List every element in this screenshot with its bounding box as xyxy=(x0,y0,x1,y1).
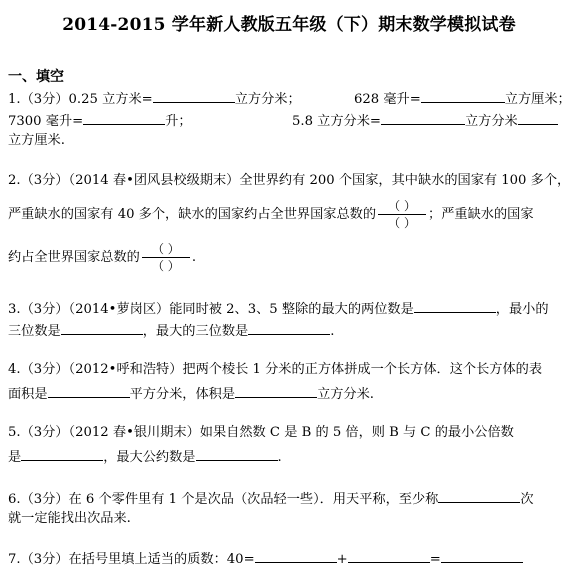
q3-blank-2[interactable] xyxy=(61,320,143,335)
q1-unit: 立方厘米； xyxy=(504,92,571,107)
q6-line-1 xyxy=(8,488,534,509)
q1-text: 7300 毫升= xyxy=(8,114,84,129)
q1-text: 5.8 立方分米= xyxy=(292,114,381,129)
q5-text: 是 xyxy=(8,450,22,465)
q3-text: ，最大的三位数是 xyxy=(142,324,249,339)
q4-line-2 xyxy=(8,383,374,404)
q3-line-1 xyxy=(8,298,549,319)
q1-line-1b xyxy=(354,88,571,109)
q1-line-2b xyxy=(292,110,558,131)
q2-fraction-denominator: （ ） xyxy=(388,216,416,230)
q5-line-1: 5.（3分）（2012 春•银川期末）如果自然数 C 是 B 的 5 倍，则 B 与 C 的最小公倍数 xyxy=(8,425,514,440)
q1-blank-5[interactable] xyxy=(518,110,558,125)
q2-text: 约占全世界国家总数的 xyxy=(8,250,140,265)
q1-line-1 xyxy=(8,88,301,109)
q1-blank-1[interactable] xyxy=(153,88,235,103)
exam-title: 2014-2015 学年新人教版五年级（下）期末数学模拟试卷 xyxy=(62,15,516,35)
q6-blank-1[interactable] xyxy=(438,488,520,503)
q2-fraction-2[interactable] xyxy=(142,242,190,273)
q4-text: 立方分米. xyxy=(317,387,375,402)
q7-blank-2[interactable] xyxy=(348,548,430,563)
section-heading-fill-in: 一、填空 xyxy=(8,69,64,85)
q1-blank-2[interactable] xyxy=(421,88,505,103)
q1-blank-4[interactable] xyxy=(381,110,465,125)
q2-fraction-numerator: （ ） xyxy=(142,242,190,258)
q5-line-2 xyxy=(8,446,282,467)
q2-line-1: 2.（3分）（2014 春•团风县校级期末）全世界约有 200 个国家，其中缺水的国家有 100 多个， xyxy=(8,173,571,188)
q5-blank-1[interactable] xyxy=(21,446,103,461)
q2-text: ；严重缺水的国家 xyxy=(428,207,534,222)
q1-line-2 xyxy=(8,110,192,131)
q3-blank-1[interactable] xyxy=(414,298,496,313)
q5-text: ，最大公约数是 xyxy=(103,450,196,465)
q1-text: 1.（3分）0.25 立方米= xyxy=(8,92,153,107)
q7-blank-1[interactable] xyxy=(255,548,337,563)
q7-plus-sign: + xyxy=(336,552,348,567)
q6-text: 次 xyxy=(520,492,534,507)
q4-text: 面积是 xyxy=(8,387,48,402)
q1-text: 628 毫升= xyxy=(354,92,421,107)
q4-blank-2[interactable] xyxy=(235,383,317,398)
q4-text: 平方分米，体积是 xyxy=(129,387,236,402)
q2-fraction-denominator: （ ） xyxy=(151,259,180,273)
q3-line-2 xyxy=(8,320,334,341)
q5-blank-2[interactable] xyxy=(196,446,278,461)
q1-unit: 立方分米 xyxy=(464,114,518,129)
q1-blank-3[interactable] xyxy=(83,110,165,125)
q6-line-2: 就一定能找出次品来. xyxy=(8,511,131,526)
q3-text: 三位数是 xyxy=(8,324,61,339)
q5-text: . xyxy=(277,450,282,465)
q7-line-1 xyxy=(8,548,523,569)
q2-line-2 xyxy=(8,199,534,230)
q2-fraction-1[interactable] xyxy=(378,199,426,230)
q3-text: ，最小的 xyxy=(495,302,549,317)
q3-text: 3.（3分）（2014•萝岗区）能同时被 2、3、5 整除的最大的两位数是 xyxy=(8,302,414,317)
q7-equals-sign: = xyxy=(429,552,441,567)
q7-text: 7.（3分）在括号里填上适当的质数：40= xyxy=(8,552,255,567)
q7-blank-3[interactable] xyxy=(441,548,523,563)
q4-line-1: 4.（3分）（2012•呼和浩特）把两个棱长 1 分米的正方体拼成一个长方体．这个长方体的表 xyxy=(8,362,543,377)
q1-line-3: 立方厘米. xyxy=(8,133,65,148)
q2-text: . xyxy=(191,250,197,265)
q6-text: 6.（3分）在 6 个零件里有 1 个是次品（次品轻一些）．用天平称，至少称 xyxy=(8,492,439,507)
q3-blank-3[interactable] xyxy=(248,320,330,335)
q2-fraction-numerator: （ ） xyxy=(378,199,426,215)
q1-unit: 立方分米； xyxy=(234,92,301,107)
q3-text: . xyxy=(330,324,335,339)
q2-line-3 xyxy=(8,242,196,273)
q2-text: 严重缺水的国家有 40 多个，缺水的国家约占全世界国家总数的 xyxy=(8,207,377,222)
q4-blank-1[interactable] xyxy=(48,383,130,398)
q1-unit: 升； xyxy=(165,114,192,129)
